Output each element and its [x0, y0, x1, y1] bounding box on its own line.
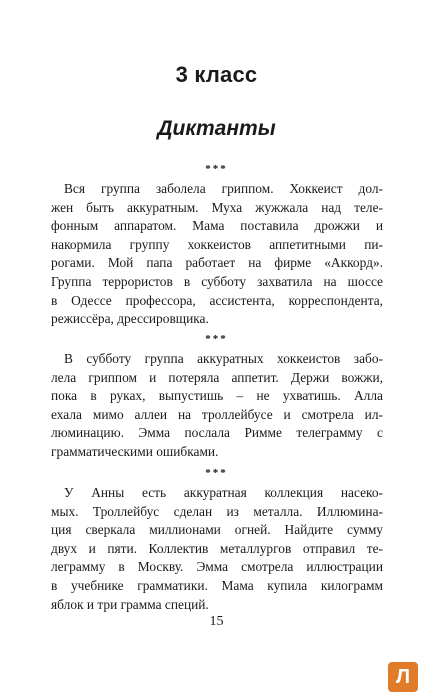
dictation-paragraph-2 [51, 350, 383, 462]
text-line: грамматическими ошибками. [51, 443, 219, 459]
text-line: пока в руках, выпустишь – не ухватишь. Алла [51, 388, 383, 404]
text-line: в учебнике грамматики. Мама купила килограмм [51, 577, 383, 593]
text-line: ехала мимо аллеи на троллейбусе и смотрела ил- [51, 406, 383, 422]
text-line: У Анны есть аккуратная коллекция насеко- [64, 485, 383, 500]
text-line: В субботу группа аккуратных хоккеистов забо- [64, 351, 383, 366]
text-line: жен быть аккуратным. Муха жужжала над теле- [51, 199, 383, 215]
text-line: мых. Троллейбус сделан из металла. Иллюмина- [51, 503, 383, 519]
text-line: накормила группу хоккеистов аппетитными пи- [51, 236, 383, 252]
text-line: режиссёра, дрессировщика. [51, 311, 209, 327]
text-line: фонным аппаратом. Мама поставила дрожжи и [51, 218, 383, 234]
separator-stars: *** [205, 163, 228, 175]
separator-stars: *** [205, 467, 228, 479]
text-line: в Одессе профессора, ассистента, корреспондента, [51, 292, 383, 308]
text-line: леграмму в Москву. Эмма смотрела иллюстрации [51, 559, 383, 575]
page-number: 15 [209, 614, 224, 629]
text-line: ция сверкала миллионами огней. Найдите сумму [51, 522, 383, 538]
separator-stars: *** [205, 333, 228, 345]
text-line: лела гриппом и потеряла аппетит. Держи вожжи, [51, 369, 383, 385]
text-line: двух и пяти. Коллектив металлургов отправил те- [51, 540, 383, 556]
text-line: яблок и три грамма специй. [51, 596, 209, 612]
section-title: 3 класс [175, 62, 258, 87]
dictation-paragraph-3 [51, 484, 383, 614]
publisher-logo: Л [388, 662, 418, 692]
text-line: Группа террористов в субботу захватила на шоссе [51, 273, 383, 289]
subsection-title: Диктанты [157, 117, 276, 140]
text-line: рогами. Мой папа работает на фирме «Аккорд». [51, 255, 383, 271]
text-line: люминацию. Эмма послала Римме телеграмму с [51, 425, 383, 441]
dictation-paragraph-1 [51, 180, 383, 329]
text-line: Вся группа заболела гриппом. Хоккеист дол- [64, 181, 383, 196]
